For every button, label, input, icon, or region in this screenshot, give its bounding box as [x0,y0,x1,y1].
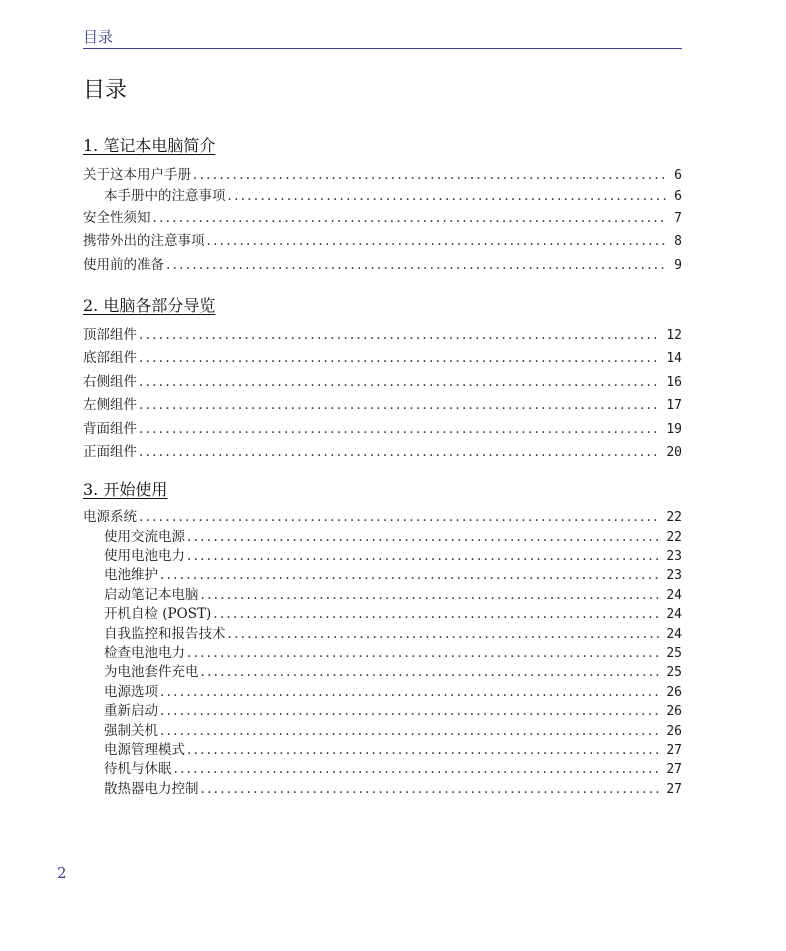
dot-leader [187,547,660,566]
dot-leader [160,566,660,585]
toc-entry[interactable] [83,230,682,253]
toc-entry[interactable] [83,394,682,417]
toc-entry-title: 底部组件 [83,350,137,367]
section-heading[interactable]: 3. 开始使用 [83,480,168,500]
toc-entry[interactable] [83,324,682,347]
section-heading[interactable]: 1. 笔记本电脑简介 [83,136,216,155]
running-header: 目录 [83,27,682,49]
toc-entry-title: 电源系统 [83,509,137,526]
toc-entry[interactable] [83,741,682,760]
toc-entry[interactable] [83,566,682,585]
toc-section-3 [83,478,682,799]
toc-entry-title: 使用前的准备 [83,256,164,273]
toc-entry-title: 顶部组件 [83,326,137,343]
toc-entry-page: 27 [666,762,682,778]
toc-entry[interactable] [83,164,682,187]
toc-entry-title: 使用交流电源 [104,528,185,545]
toc-entry-page: 9 [674,257,682,273]
toc-entry[interactable] [83,528,682,547]
toc-entry-page: 6 [674,189,682,205]
dot-leader [187,528,660,547]
toc-entry-title: 关于这本用户手册 [83,167,191,183]
dot-leader [201,663,661,682]
dot-leader [160,722,660,741]
toc-entry-page: 25 [666,665,682,681]
toc-entry-title: 电源选项 [104,683,158,700]
toc-entry-title: 安全性须知 [83,209,151,226]
dot-leader [228,625,661,644]
toc-entry-page: 8 [674,234,682,250]
toc-entry[interactable] [83,547,682,566]
page-title: 目录 [83,78,128,103]
toc-entry[interactable] [83,508,682,527]
toc-entry-title: 正面组件 [83,443,137,460]
toc-entry-title: 重新启动 [104,703,158,720]
toc-entry-title: 携带外出的注意事项 [83,233,205,250]
toc-entry-title: 为电池套件充电 [104,664,199,681]
toc-entry-page: 24 [666,626,682,642]
toc-entry-page: 26 [666,684,682,700]
toc-entry-title: 开机自检 (POST) [104,606,212,623]
toc-entry-title: 左侧组件 [83,397,137,414]
toc-entry-page: 26 [666,704,682,720]
toc-entry[interactable] [83,625,682,644]
dot-leader [228,187,669,206]
toc-entry-page: 7 [674,210,682,226]
toc-entry-title: 散热器电力控制 [104,780,199,797]
dot-leader [207,230,669,253]
table-of-contents [83,134,682,799]
toc-entry-page: 25 [666,646,682,662]
toc-entry-page: 27 [666,781,682,797]
dot-leader [187,741,660,760]
toc-section-2 [83,294,682,464]
toc-entry-page: 27 [666,742,682,758]
dot-leader [174,760,661,779]
dot-leader [160,683,660,702]
dot-leader [139,508,660,527]
toc-entry-page: 24 [666,587,682,603]
toc-entry-page: 17 [666,398,682,414]
toc-section-1 [83,134,682,277]
toc-entry-page: 19 [666,421,682,437]
toc-entry-title: 背面组件 [83,420,137,437]
dot-leader [213,605,660,624]
dot-leader [187,644,660,663]
toc-entry[interactable] [83,347,682,370]
toc-entry[interactable] [83,207,682,230]
toc-entry-page: 23 [666,549,682,565]
toc-entry-page: 12 [666,327,682,343]
toc-entry-list [83,324,682,464]
toc-entry-page: 6 [674,168,682,183]
toc-entry[interactable] [83,663,682,682]
toc-entry-page: 23 [666,568,682,584]
toc-entry[interactable] [83,780,682,799]
dot-leader [153,207,669,230]
toc-entry-page: 22 [666,529,682,545]
toc-entry[interactable] [83,371,682,394]
toc-entry-title: 右侧组件 [83,373,137,390]
dot-leader [139,441,660,464]
dot-leader [139,394,660,417]
dot-leader [139,418,660,441]
toc-entry-list [83,508,682,799]
toc-entry[interactable] [83,760,682,779]
toc-entry-title: 启动笔记本电脑 [104,586,199,603]
dot-leader [160,702,660,721]
dot-leader [139,371,660,394]
dot-leader [139,347,660,370]
toc-entry-title: 本手册中的注意事项 [104,188,226,205]
toc-entry-list [83,164,682,277]
toc-entry-title: 强制关机 [104,722,158,739]
toc-entry-title: 使用电池电力 [104,548,185,565]
toc-entry-page: 14 [666,351,682,367]
toc-entry[interactable] [83,586,682,605]
toc-entry[interactable] [83,722,682,741]
toc-entry-title: 电池维护 [104,567,158,584]
dot-leader [166,254,668,277]
toc-entry-title: 待机与休眠 [104,761,172,778]
dot-leader [193,164,668,187]
toc-entry-page: 22 [666,510,682,526]
toc-entry-page: 24 [666,607,682,623]
toc-entry-page: 20 [666,444,682,460]
toc-entry-page: 16 [666,374,682,390]
toc-entry[interactable] [83,644,682,663]
toc-entry[interactable] [83,418,682,441]
section-heading[interactable]: 2. 电脑各部分导览 [83,295,216,315]
toc-entry[interactable] [83,605,682,624]
dot-leader [201,586,661,605]
dot-leader [201,780,661,799]
toc-entry[interactable] [83,187,682,206]
dot-leader [139,324,660,347]
toc-entry-title: 电源管理模式 [104,741,185,758]
toc-entry[interactable] [83,254,682,277]
toc-entry[interactable] [83,683,682,702]
toc-entry[interactable] [83,702,682,721]
toc-entry-page: 26 [666,723,682,739]
page-number: 2 [57,864,67,882]
toc-entry[interactable] [83,441,682,464]
toc-entry-title: 检查电池电力 [104,645,185,662]
toc-entry-title: 自我监控和报告技术 [104,625,226,642]
